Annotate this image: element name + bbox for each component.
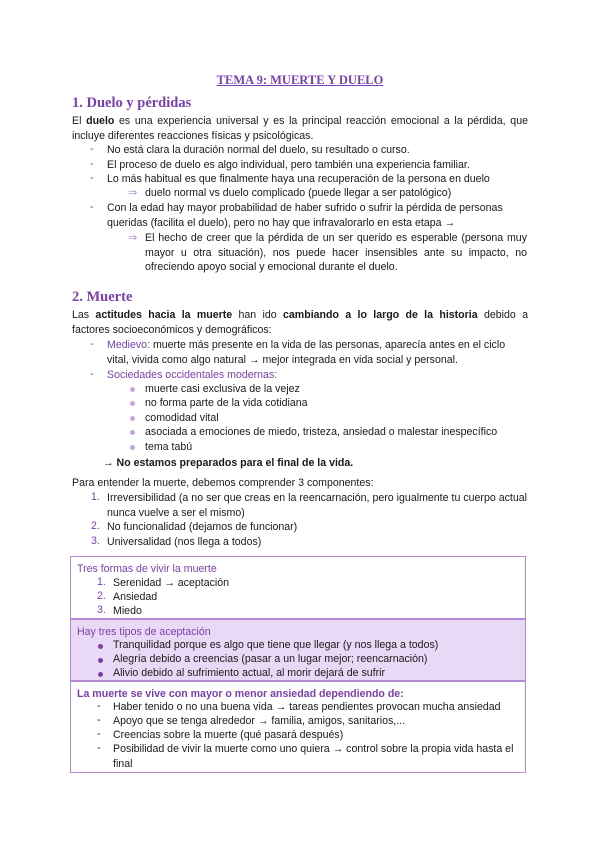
sub-item: duelo normal vs duelo complicado (puede llegar a ser patológico) (145, 187, 452, 199)
list-number: 2. (97, 590, 106, 602)
box-item: Creencias sobre la muerte (qué pasará después) (113, 729, 344, 741)
list-number: 1. (91, 491, 100, 503)
bullet-dot (130, 416, 135, 421)
page-title: TEMA 9: MUERTE Y DUELO (216, 73, 384, 87)
bullet-dot (130, 430, 135, 435)
bullet-dot (130, 401, 135, 406)
box-item: Miedo (113, 605, 142, 617)
conclusion-text: → No estamos preparados para el final de la vida. (103, 457, 354, 469)
duelo-intro: El duelo es una experiencia universal y es la principal reacción emocional a la pérdida, que incluye diferentes reacciones físicas y psicológicas. (72, 115, 528, 142)
understand-text: Para entender la muerte, debemos comprender 3 componentes: (72, 477, 374, 489)
dash-marker: - (90, 201, 94, 213)
list-item: El proceso de duelo es algo individual, pero también una experiencia familiar. (107, 159, 470, 171)
modern-item: asociada a emociones de miedo, tristeza, ansiedad o malestar inespecífico (145, 426, 498, 438)
modern-item: comodidad vital (145, 412, 219, 424)
bullet-dot (98, 644, 103, 649)
dash-marker: - (97, 700, 101, 712)
list-item: Lo más habitual es que finalmente haya una recuperación de la persona en duelo (107, 173, 490, 185)
duelo-bold: duelo (86, 115, 115, 127)
box-item: Alivio debido al sufrimiento actual, al morir dejará de sufrir (113, 667, 386, 679)
box-ansiedad (70, 681, 526, 773)
dash-marker: - (90, 338, 94, 350)
list-item: No está clara la duración normal del duelo, su resultado o curso. (107, 144, 410, 156)
list-number: 3. (91, 535, 100, 547)
box-item: Tranquilidad porque es algo que tiene que llegar (y nos llega a todos) (113, 639, 439, 651)
bullet-dot (130, 445, 135, 450)
modern-item: tema tabú (145, 441, 193, 453)
box-item: Haber tenido o no una buena vida → tareas pendientes provocan mucha ansiedad (113, 701, 501, 713)
box-formas-vivir (70, 556, 526, 619)
box-item: Posibilidad de vivir la muerte como uno quiera → control sobre la propia vida hasta el final (113, 743, 514, 770)
box-tipos-aceptacion (70, 619, 526, 681)
muerte-intro-line2: factores socioeconómicos y demográficos: (72, 324, 272, 336)
dash-marker: - (97, 742, 101, 754)
bullet-dot (98, 658, 103, 663)
arrow-icon: ⇒ (128, 187, 138, 199)
medievo-item: Medievo: muerte más presente en la vida de las personas, aparecía antes en el ciclo vital, vivida como algo natural → mejor integrada en vida social y personal. (107, 339, 506, 366)
section-heading-muerte: 2. Muerte (72, 289, 133, 305)
box-title: Hay tres tipos de aceptación (77, 626, 211, 638)
modern-item: no forma parte de la vida cotidiana (145, 397, 308, 409)
bullet-dot (98, 672, 103, 677)
dash-marker: - (97, 714, 101, 726)
dash-marker: - (90, 368, 94, 380)
dash-marker: - (90, 143, 94, 155)
dash-marker: - (97, 728, 101, 740)
list-number: 1. (97, 576, 106, 588)
component-item: Universalidad (nos llega a todos) (107, 536, 262, 548)
section-heading-duelo: 1. Duelo y pérdidas (72, 95, 192, 111)
box-item: Alegría debido a creencias (pasar a un lugar mejor; reencarnación) (113, 653, 428, 665)
dash-marker: - (90, 172, 94, 184)
modern-item: muerte casi exclusiva de la vejez (145, 383, 300, 395)
arrow-icon: ⇒ (128, 232, 138, 244)
bullet-dot (130, 387, 135, 392)
list-item: Con la edad hay mayor probabilidad de haber sufrido o sufrir la pérdida de personas queridas (facilita el duelo), pero no hay que infravalorarlo en esta etapa → (107, 202, 503, 229)
box-item: Apoyo que se tenga alrededor → familia, amigos, sanitarios,... (113, 715, 406, 727)
box-item: Serenidad → aceptación (113, 577, 230, 589)
box-title: Tres formas de vivir la muerte (77, 563, 217, 575)
sub-item: El hecho de creer que la pérdida de un ser querido es esperable (persona muy mayor u otra situación), nos puede hacer insensibles ante su impacto, no ofreciendo apoyo social y emocional durante el duelo. (145, 232, 527, 273)
dash-marker: - (90, 158, 94, 170)
box-item: Ansiedad (113, 591, 158, 603)
list-number: 2. (91, 520, 100, 532)
box-title: La muerte se vive con mayor o menor ansiedad dependiendo de: (77, 688, 404, 700)
modern-label: Sociedades occidentales modernas: (107, 369, 278, 381)
component-item: No funcionalidad (dejamos de funcionar) (107, 521, 298, 533)
muerte-intro-line1: Las actitudes hacia la muerte han ido cambiando a lo largo de la historia debido a (72, 309, 528, 321)
component-item: Irreversibilidad (a no ser que creas en la reencarnación, pero igualmente tu cuerpo actual nunca vuelve a ser el mismo) (107, 492, 527, 519)
list-number: 3. (97, 604, 106, 616)
